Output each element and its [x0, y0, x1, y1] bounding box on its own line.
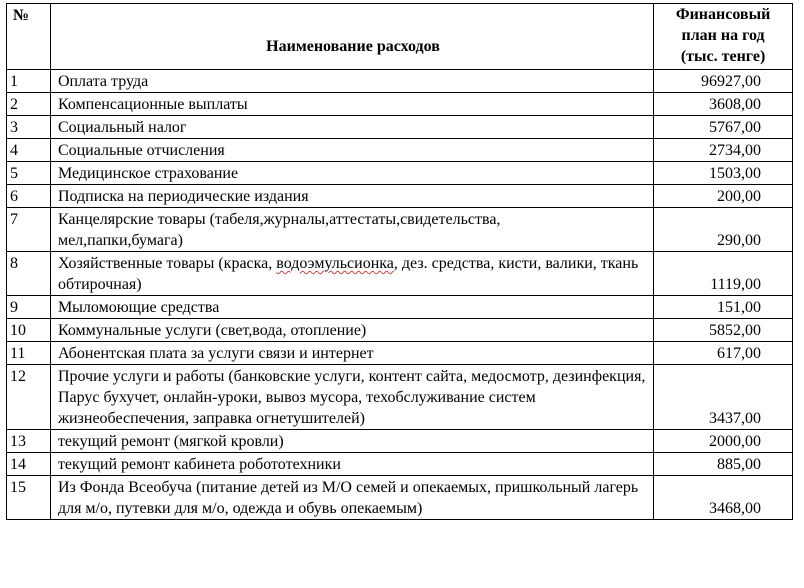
- row-amount: 1503,00: [654, 162, 793, 185]
- header-plan: [654, 4, 793, 70]
- row-num: 9: [7, 296, 51, 319]
- table-row: [7, 93, 793, 116]
- row-num: 12: [7, 365, 51, 430]
- row-name: Мыломоющие средства: [50, 296, 653, 319]
- table-row: [7, 365, 793, 430]
- row-name: [50, 252, 653, 296]
- table-row: [7, 342, 793, 365]
- row-name: Социальный налог: [50, 116, 653, 139]
- row-name: Медицинское страхование: [50, 162, 653, 185]
- row-amount: 3437,00: [654, 365, 793, 430]
- row-amount: 290,00: [654, 208, 793, 252]
- row-amount: 2000,00: [654, 430, 793, 453]
- row-name: Из Фонда Всеобуча (питание детей из М/О семей и опекаемых, пришкольный лагерь для м/о, путевки для м/о, одежда и обувь опекаемым): [50, 476, 653, 520]
- header-plan-line1: Финансовый: [675, 6, 771, 23]
- row-amount: 617,00: [654, 342, 793, 365]
- row-amount: 200,00: [654, 185, 793, 208]
- table-row: [7, 252, 793, 296]
- header-name: Наименование расходов: [50, 4, 653, 70]
- table-row: [7, 430, 793, 453]
- table-row: [7, 208, 793, 252]
- row-num: 3: [7, 116, 51, 139]
- row-amount: 151,00: [654, 296, 793, 319]
- row-name: текущий ремонт кабинета робототехники: [50, 453, 653, 476]
- row-num: 11: [7, 342, 51, 365]
- row-name: Абонентская плата за услуги связи и интернет: [50, 342, 653, 365]
- table-row: [7, 185, 793, 208]
- table-row: [7, 476, 793, 520]
- table-row: [7, 319, 793, 342]
- row-num: 6: [7, 185, 51, 208]
- row-num: 2: [7, 93, 51, 116]
- table-row: [7, 296, 793, 319]
- table-row: [7, 70, 793, 93]
- row-name: Оплата труда: [50, 70, 653, 93]
- row-amount: 96927,00: [654, 70, 793, 93]
- row-num: 14: [7, 453, 51, 476]
- row-num: 15: [7, 476, 51, 520]
- row-name: Прочие услуги и работы (банковские услуги, контент сайта, медосмотр, дезинфекция, Парус бухучет, онлайн-уроки, вывоз мусора, техобслуживание систем жизнеобеспечения, заправка огнетушителей): [50, 365, 653, 430]
- header-num: №: [7, 4, 51, 70]
- row-name: Компенсационные выплаты: [50, 93, 653, 116]
- row-name: текущий ремонт (мягкой кровли): [50, 430, 653, 453]
- expense-plan-table: [6, 3, 793, 520]
- row-amount: 885,00: [654, 453, 793, 476]
- row-name: Канцелярские товары (табеля,журналы,аттестаты,свидетельства, мел,папки,бумага): [50, 208, 653, 252]
- row-amount: 5852,00: [654, 319, 793, 342]
- row-name: Коммунальные услуги (свет,вода, отопление): [50, 319, 653, 342]
- row-num: 5: [7, 162, 51, 185]
- header-plan-line2: план на год: [681, 27, 765, 44]
- row-amount: 3608,00: [654, 93, 793, 116]
- row-amount: 2734,00: [654, 139, 793, 162]
- row-num: 1: [7, 70, 51, 93]
- row-num: 10: [7, 319, 51, 342]
- row-amount: 5767,00: [654, 116, 793, 139]
- table-row: [7, 139, 793, 162]
- table-row: [7, 162, 793, 185]
- row-num: 7: [7, 208, 51, 252]
- row-num: 8: [7, 252, 51, 296]
- row-name-part-c: , дез. средства, кисти, валики, ткань обтирочная): [57, 255, 639, 293]
- row-name: Социальные отчисления: [50, 139, 653, 162]
- table-row: [7, 116, 793, 139]
- header-plan-line3: (тыс. тенге): [680, 48, 766, 65]
- table-row: [7, 453, 793, 476]
- row-num: 13: [7, 430, 51, 453]
- row-num: 4: [7, 139, 51, 162]
- row-amount: 1119,00: [654, 252, 793, 296]
- row-name: Подписка на периодические издания: [50, 185, 653, 208]
- row-name-part-a: Хозяйственные товары (краска,: [57, 255, 277, 272]
- row-name-part-b: водоэмульсионка: [276, 255, 394, 272]
- table-header-row: [7, 4, 793, 70]
- row-amount: 3468,00: [654, 476, 793, 520]
